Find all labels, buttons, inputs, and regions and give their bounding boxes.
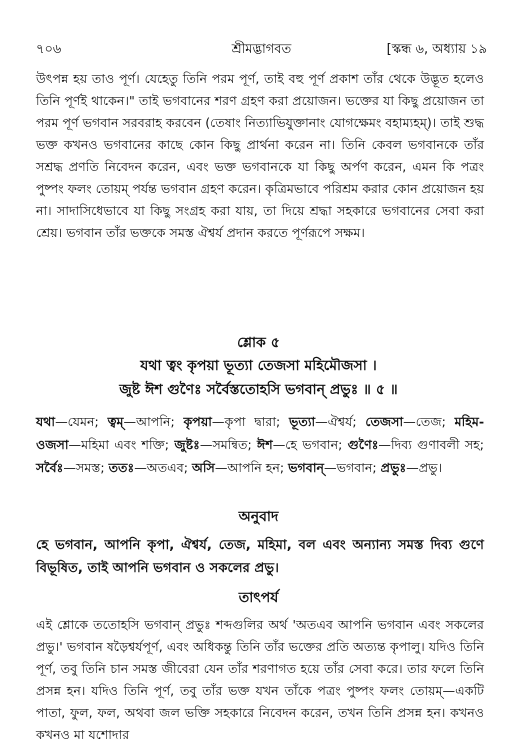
verse-line-2: জুষ্ট ঈশ গুণৈঃ সর্বৈস্ততোহসি ভগবান্ প্রভুঃ ॥ ৫ ॥: [119, 382, 398, 398]
synonym-meaning: আপনি হন: [227, 460, 280, 475]
synonym-word: সর্বৈঃ: [36, 460, 64, 475]
page-number: ৭০৬: [36, 42, 62, 57]
synonyms-block: যথা—যেমন; ত্বম্—আপনি; কৃপয়া—কৃপা দ্বারা; ভূত্যা—ঐশ্বর্য; তেজসা—তেজ; মহিম-ওজসা—মহিমা এবং শক্তি; জুষ্টঃ—সমন্বিত; ঈশ—হে ভগবান; গুণৈঃ—দিব্য গুণাবলী সহ; সর্বৈঃ—সমস্ত; ততঃ—অতএব; অসি—আপনি হন; ভগবান্—ভগবান; প্রভুঃ—প্রভু।: [36, 414, 485, 475]
synonym-word: গুণৈঃ: [347, 437, 379, 452]
intro-paragraph: উৎপন্ন হয় তাও পূর্ণ। যেহেতু তিনি পরম পূর্ণ, তাই বহু পূর্ণ প্রকাশ তাঁর থেকে উদ্ভূত হলেও তিনি পূর্ণই থাকেন।" তাই ভগবানের শরণ গ্রহণ করা প্রয়োজন। ভক্তের যা কিছু প্রয়োজন তা পরম পূর্ণ ভগবান সরবরাহ করবেন (তেষাং নিত্যাভিযুক্তানাং যোগক্ষেমং বহাম্যহম্)। তাই শুদ্ধ ভক্ত কখনও ভগবানের কাছে কোন কিছু প্রার্থনা করেন না। তিনি কেবল ভগবানকে তাঁর সশ্রদ্ধ প্রণতি নিবেদন করেন, এবং ভক্ত ভগবানকে যা কিছু অর্পণ করেন, এমন কি পত্রং পুষ্পং ফলং তোয়ম্ পর্যন্ত ভগবান গ্রহণ করেন। কৃত্রিমভাবে পরিশ্রম করার কোন প্রয়োজন হয় না। সাদাসিধেভাবে যা কিছু সংগ্রহ করা যায়, তা দিয়ে শ্রদ্ধা সহকারে ভগবানের সেবা করা শ্রেয়। ভগবান তাঁর ভক্তকে সমস্ত ঐশ্বর্য প্রদান করতে পূর্ণরূপে সক্ষম।: [36, 71, 484, 240]
synonym-word: কৃপয়া: [183, 414, 212, 429]
purport-heading: তাৎপর্য: [238, 590, 279, 606]
chapter-reference: [স্কন্ধ ৬, অধ্যায় ১৯: [386, 42, 487, 57]
synonym-meaning: দিব্য গুণাবলী সহ: [391, 437, 480, 452]
synonym-meaning: কৃপা দ্বারা: [224, 414, 277, 429]
translation-text: হে ভগবান, আপনি কৃপা, ঐশ্বর্য, তেজ, মহিমা, বল এবং অন্যান্য সমস্ত দিব্য গুণে বিভূষিত, তাই আপনি ভগবান ও সকলের প্রভু।: [36, 538, 484, 576]
book-title: শ্রীমদ্ভাগবত: [231, 42, 292, 57]
synonym-meaning: মহিমা এবং শক্তি: [81, 437, 165, 452]
synonym-word: অসি: [191, 460, 215, 475]
translation-heading: অনুবাদ: [238, 509, 279, 525]
synonym-meaning: সমস্ত: [75, 460, 101, 475]
synonym-word: ভগবান্: [288, 460, 324, 475]
synonym-word: জুষ্টঃ: [174, 437, 200, 452]
synonym-meaning: ভগবান: [336, 460, 373, 475]
synonym-meaning: অতএব: [146, 460, 184, 475]
synonym-meaning: প্রভু: [418, 460, 438, 475]
synonym-word: মহিম-ওজসা: [36, 414, 485, 452]
verse-line-1: যথা ত্বং কৃপয়া ভূত্যা তেজসা মহিমৌজসা ।: [140, 358, 377, 374]
synonym-meaning: যেমন: [67, 414, 95, 429]
synonym-meaning: সমন্বিত: [212, 437, 248, 452]
synonym-meaning: তেজ: [415, 414, 442, 429]
synonym-word: ততঃ: [108, 460, 135, 475]
synonym-word: ভূত্যা: [289, 414, 316, 429]
synonym-word: ঈশ: [257, 437, 273, 452]
purport-text: এই শ্লোকে ততোহসি ভগবান্ প্রভুঃ শব্দগুলির অর্থ 'অতএব আপনি ভগবান এবং সকলের প্রভু।' ভগবান ষড়ৈশ্বর্যপূর্ণ, এবং অধিকন্তু তিনি তাঁর ভক্তের প্রতি অত্যন্ত কৃপালু। যদিও তিনি পূর্ণ, তবু তিনি চান সমস্ত জীবেরা যেন তাঁর শরণাগত হয়ে তাঁর সেবা করে। তার ফলে তিনি প্রসন্ন হন। যদিও তিনি পূর্ণ, তবু তাঁর ভক্ত যখন তাঁকে পত্রং পুষ্পং ফলং তোয়ম্—একটি পাতা, ফুল, ফল, অথবা জল ভক্তি সহকারে নিবেদন করেন, তখন তিনি প্রসন্ন হন। কখনও কখনও মা যশোদার: [36, 617, 484, 742]
page-header: [36, 40, 487, 60]
synonym-meaning: হে ভগবান: [285, 437, 339, 452]
synonym-word: তেজসা: [365, 414, 404, 429]
verse-title: শ্লোক ৫: [237, 335, 280, 351]
synonym-word: ত্বম্: [107, 414, 124, 429]
verse-text: [0, 354, 517, 402]
synonym-word: প্রভুঃ: [380, 460, 407, 475]
synonym-meaning: ঐশ্বর্য: [327, 414, 353, 429]
synonym-word: যথা: [36, 414, 56, 429]
synonym-meaning: আপনি: [136, 414, 171, 429]
